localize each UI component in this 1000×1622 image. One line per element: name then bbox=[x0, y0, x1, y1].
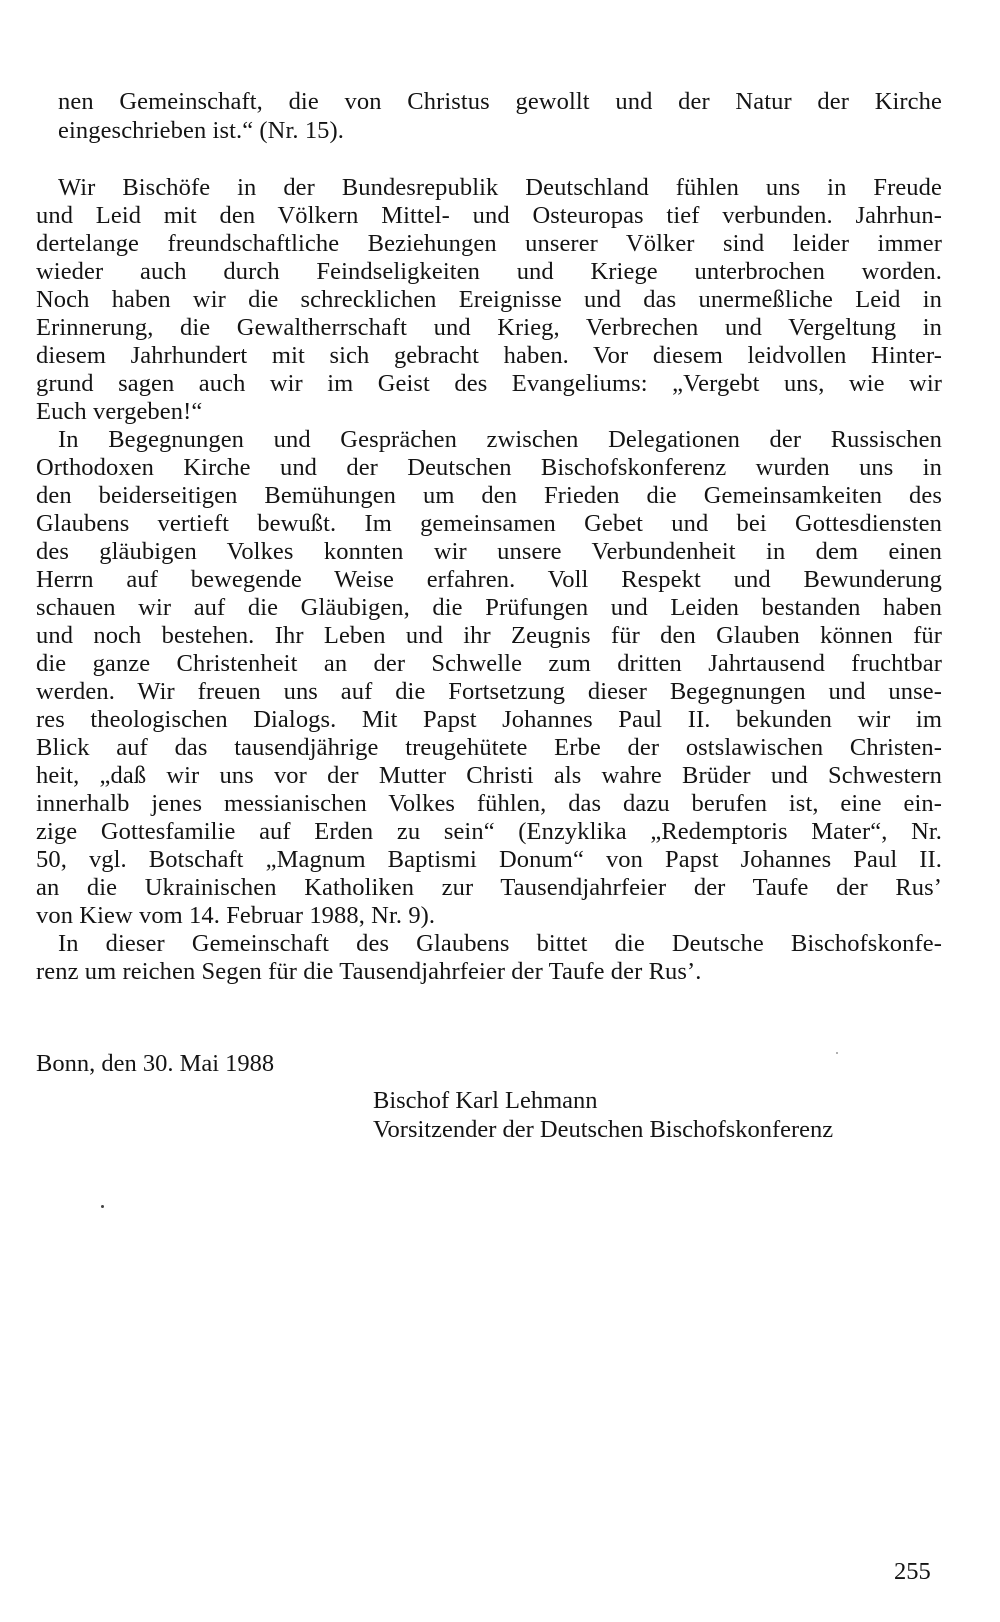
text-line: res theologischen Dialogs. Mit Papst Johannes Paul II. bekunden wir im bbox=[36, 706, 942, 733]
text-line: von Kiew vom 14. Februar 1988, Nr. 9). bbox=[36, 902, 436, 929]
text-line: In Begegnungen und Gesprächen zwischen Delegationen der Russischen bbox=[58, 426, 942, 453]
text-line: Wir Bischöfe in der Bundesrepublik Deutschland fühlen uns in Freude bbox=[58, 174, 942, 201]
text-line: und Leid mit den Völkern Mittel- und Osteuropas tief verbunden. Jahrhun- bbox=[36, 202, 942, 229]
signatory-title: Vorsitzender der Deutschen Bischofskonferenz bbox=[373, 1116, 834, 1143]
text-line: dertelange freundschaftliche Beziehungen unserer Völker sind leider immer bbox=[36, 230, 942, 257]
text-line: Orthodoxen Kirche und der Deutschen Bischofskonferenz wurden uns in bbox=[36, 454, 942, 481]
text-line: wieder auch durch Feindseligkeiten und Kriege unterbrochen worden. bbox=[36, 258, 942, 285]
scan-speck bbox=[836, 1052, 838, 1054]
text-line: Glaubens vertieft bewußt. Im gemeinsamen Gebet und bei Gottesdiensten bbox=[36, 510, 942, 537]
text-line: renz um reichen Segen für die Tausendjahrfeier der Taufe der Rus’. bbox=[36, 958, 702, 985]
text-line: grund sagen auch wir im Geist des Evangeliums: „Vergebt uns, wie wir bbox=[36, 370, 942, 397]
signature-block bbox=[373, 1086, 833, 1144]
text-line: nen Gemeinschaft, die von Christus gewollt und der Natur der Kirche bbox=[58, 88, 942, 115]
text-line: innerhalb jenes messianischen Volkes fühlen, das dazu berufen ist, eine ein- bbox=[36, 790, 942, 817]
text-line: zige Gottesfamilie auf Erden zu sein“ (Enzyklika „Redemptoris Mater“, Nr. bbox=[36, 818, 942, 845]
text-line: eingeschrieben ist.“ (Nr. 15). bbox=[58, 117, 345, 144]
text-line: Euch vergeben!“ bbox=[36, 398, 203, 425]
text-line: heit, „daß wir uns vor der Mutter Christi als wahre Brüder und Schwestern bbox=[36, 762, 942, 789]
text-line: Erinnerung, die Gewaltherrschaft und Krieg, Verbrechen und Vergeltung in bbox=[36, 314, 942, 341]
text-line: den beiderseitigen Bemühungen um den Frieden die Gemeinsamkeiten des bbox=[36, 482, 942, 509]
signatory-name: Bischof Karl Lehmann bbox=[373, 1087, 598, 1114]
text-line: Blick auf das tausendjährige treugehütete Erbe der ostslawischen Christen- bbox=[36, 734, 942, 761]
text-line: des gläubigen Volkes konnten wir unsere Verbundenheit in dem einen bbox=[36, 538, 942, 565]
text-line: werden. Wir freuen uns auf die Fortsetzung dieser Begegnungen und unse- bbox=[36, 678, 942, 705]
text-line: Noch haben wir die schrecklichen Ereignisse und das unermeßliche Leid in bbox=[36, 286, 942, 313]
text-line: In dieser Gemeinschaft des Glaubens bittet die Deutsche Bischofskonfe- bbox=[58, 930, 942, 957]
text-line: schauen wir auf die Gläubigen, die Prüfungen und Leiden bestanden haben bbox=[36, 594, 942, 621]
page-number: 255 bbox=[894, 1558, 931, 1585]
text-line: und noch bestehen. Ihr Leben und ihr Zeugnis für den Glauben können für bbox=[36, 622, 942, 649]
text-line: Herrn auf bewegende Weise erfahren. Voll Respekt und Bewunderung bbox=[36, 566, 942, 593]
place-date: Bonn, den 30. Mai 1988 bbox=[36, 1050, 275, 1077]
scan-speck bbox=[101, 1205, 104, 1208]
text-line: 50, vgl. Botschaft „Magnum Baptismi Donum“ von Papst Johannes Paul II. bbox=[36, 846, 942, 873]
text-line: an die Ukrainischen Katholiken zur Tausendjahrfeier der Taufe der Rus’ bbox=[36, 874, 942, 901]
text-line: diesem Jahrhundert mit sich gebracht haben. Vor diesem leidvollen Hinter- bbox=[36, 342, 942, 369]
text-line: die ganze Christenheit an der Schwelle zum dritten Jahrtausend fruchtbar bbox=[36, 650, 942, 677]
